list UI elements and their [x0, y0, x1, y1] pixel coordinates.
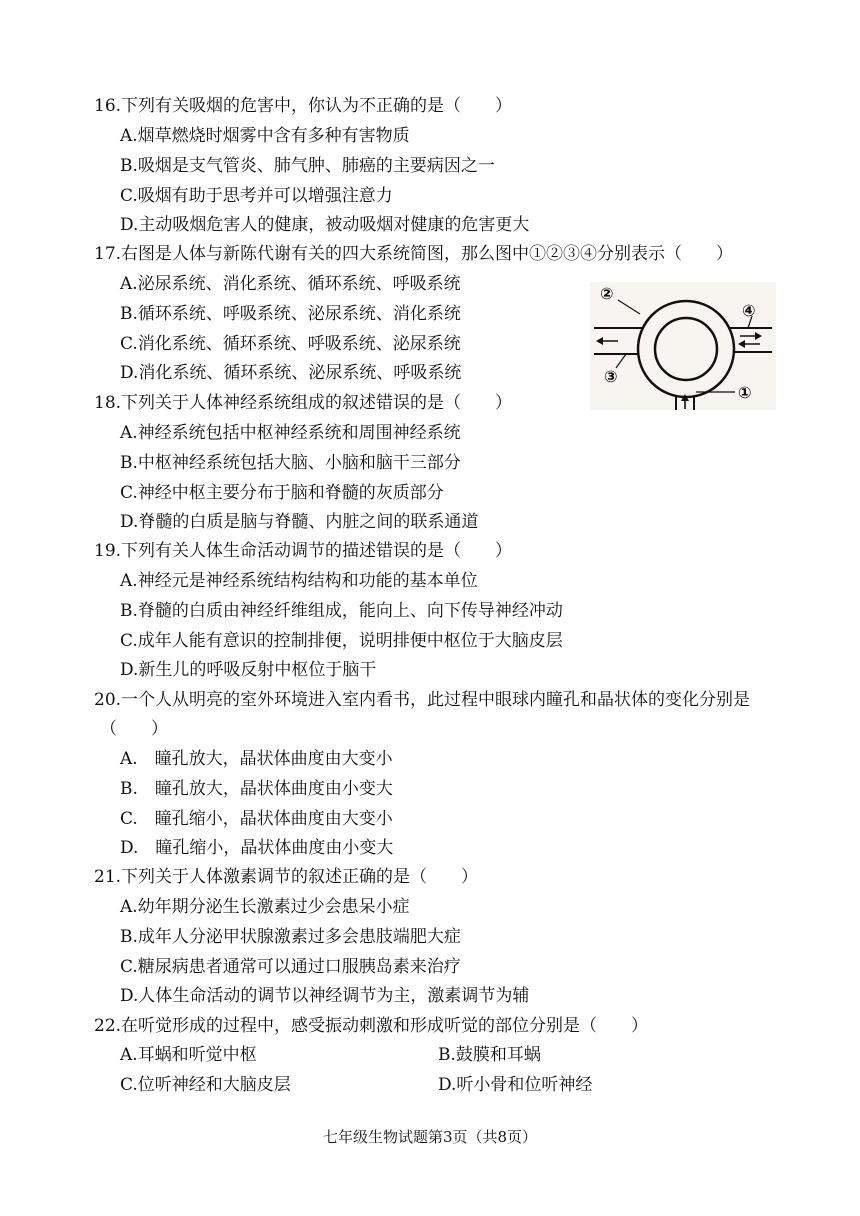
question-20-option-c: C. 瞳孔缩小，晶状体曲度由大变小	[120, 809, 393, 829]
question-22-option-b: B.鼓膜和耳蜗	[438, 1045, 541, 1065]
question-21-option-a: A.幼年期分泌生长激素过少会患呆小症	[120, 897, 410, 917]
question-16-option-b: B.吸烟是支气管炎、肺气肿、肺癌的主要病因之一	[120, 156, 495, 176]
question-16-option-a: A.烟草燃烧时烟雾中含有多种有害物质	[120, 126, 410, 146]
question-16-stem: 16.下列有关吸烟的危害中，你认为不正确的是（ ）	[94, 96, 513, 116]
question-21-option-d: D.人体生命活动的调节以神经调节为主，激素调节为辅	[120, 986, 530, 1006]
question-21-option-b: B.成年人分泌甲状腺激素过多会患肢端肥大症	[120, 927, 461, 947]
question-19-option-a: A.神经元是神经系统结构结构和功能的基本单位	[120, 571, 478, 591]
question-20-option-a: A. 瞳孔放大，晶状体曲度由大变小	[120, 749, 393, 769]
question-21-option-c: C.糖尿病患者通常可以通过口服胰岛素来治疗	[120, 957, 461, 977]
question-20-option-d: D. 瞳孔缩小，晶状体曲度由小变大	[120, 838, 394, 858]
question-18-option-c: C.神经中枢主要分布于脑和脊髓的灰质部分	[120, 483, 444, 503]
systems-diagram-svg	[590, 282, 776, 410]
question-17-stem: 17.右图是人体与新陈代谢有关的四大系统简图，那么图中①②③④分别表示（ ）	[94, 244, 734, 264]
question-20-stem-continued: （ ）	[100, 719, 168, 739]
label-3: ③	[604, 367, 618, 386]
label-2: ②	[600, 284, 614, 303]
question-19-option-d: D.新生儿的呼吸反射中枢位于脑干	[120, 660, 377, 680]
metabolism-systems-diagram	[590, 282, 776, 410]
question-20-stem: 20.一个人从明亮的室外环境进入室内看书，此过程中眼球内瞳孔和晶状体的变化分别是	[94, 690, 751, 710]
question-17-option-b: B.循环系统、呼吸系统、泌尿系统、消化系统	[120, 304, 461, 324]
label-4: ④	[742, 301, 756, 320]
question-22-stem: 22.在听觉形成的过程中，感受振动刺激和形成听觉的部位分别是（ ）	[94, 1016, 649, 1036]
page-footer: 七年级生物试题第3页（共8页）	[322, 1128, 538, 1146]
question-17-option-a: A.泌尿系统、消化系统、循环系统、呼吸系统	[120, 274, 461, 294]
question-19-option-b: B.脊髓的白质由神经纤维组成，能向上、向下传导神经冲动	[120, 601, 563, 621]
question-21-stem: 21.下列关于人体激素调节的叙述正确的是（ ）	[94, 867, 479, 887]
question-18-stem: 18.下列关于人体神经系统组成的叙述错误的是（ ）	[94, 393, 513, 413]
question-19-option-c: C.成年人能有意识的控制排便，说明排便中枢位于大脑皮层	[120, 631, 563, 651]
question-22-option-c: C.位听神经和大脑皮层	[120, 1075, 291, 1095]
question-17-option-c: C.消化系统、循环系统、呼吸系统、泌尿系统	[120, 334, 461, 354]
question-20-option-b: B. 瞳孔放大，晶状体曲度由小变大	[120, 779, 393, 799]
label-1: ①	[738, 383, 752, 402]
question-18-option-b: B.中枢神经系统包括大脑、小脑和脑干三部分	[120, 453, 461, 473]
question-16-option-d: D.主动吸烟危害人的健康，被动吸烟对健康的危害更大	[120, 215, 530, 235]
question-16-option-c: C.吸烟有助于思考并可以增强注意力	[120, 186, 393, 206]
question-18-option-d: D.脊髓的白质是脑与脊髓、内脏之间的联系通道	[120, 512, 479, 532]
question-22-option-d: D.听小骨和位听神经	[438, 1075, 593, 1095]
question-18-option-a: A.神经系统包括中枢神经系统和周围神经系统	[120, 423, 461, 443]
question-19-stem: 19.下列有关人体生命活动调节的描述错误的是（ ）	[94, 541, 513, 561]
question-17-option-d: D.消化系统、循环系统、泌尿系统、呼吸系统	[120, 363, 462, 383]
question-22-option-a: A.耳蜗和听觉中枢	[120, 1045, 257, 1065]
